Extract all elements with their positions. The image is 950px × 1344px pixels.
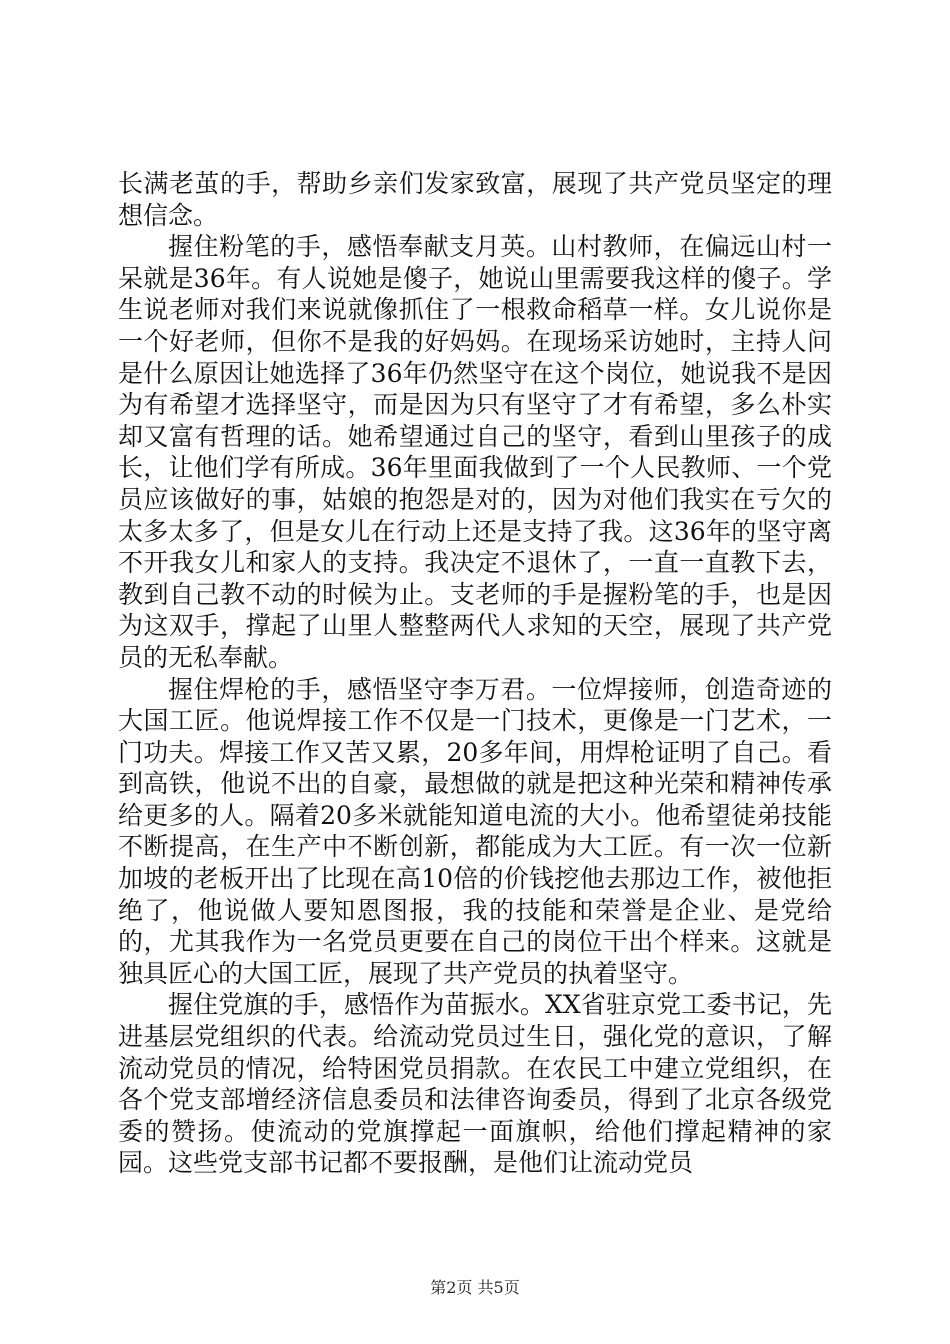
paragraph-zhi-yueying: 握住粉笔的手，感悟奉献支月英。山村教师，在偏远山村一呆就是36年。有人说她是傻子，她说山里需要我这样的傻子。学生说老师对我们来说就像抓住了一根救命稻草一样。女儿说你是一个好老师，但你不是我的好妈妈。在现场采访她时，主持人问是什么原因让她选择了36年仍然坚守在这个岗位，她说我不是因为有希望才选择坚守，而是因为只有坚守了才有希望，多么朴实却又富有哲理的话。她希望通过自己的坚守，看到山里孩子的成长，让他们学有所成。36年里面我做到了一个人民教师、一个党员应该做好的事，姑娘的抱怨是对的，因为对他们我实在亏欠的太多太多了，但是女儿在行动上还是支持了我。这36年的坚守离不开我女儿和家人的支持。我决定不退休了，一直一直教下去，教到自己教不动的时候为止。支老师的手是握粉笔的手，也是因为这双手，撑起了山里人整整两代人求知的天空，展现了共产党员的无私奉献。 (118, 232, 832, 672)
document-body (118, 168, 832, 1179)
paragraph-miao-zhenshui: 握住党旗的手，感悟作为苗振水。XX省驻京党工委书记，先进基层党组织的代表。给流动党员过生日，强化党的意识，了解流动党员的情况，给特困党员捐款。在农民工中建立党组织，在各个党支部增经济信息委员和法律咨询委员，得到了北京各级党委的赞扬。使流动的党旗撑起一面旗帜，给他们撑起精神的家园。这些党支部书记都不要报酬，是他们让流动党员 (118, 990, 832, 1178)
paragraph-continuation: 长满老茧的手，帮助乡亲们发家致富，展现了共产党员坚定的理想信念。 (118, 169, 832, 230)
paragraph-li-wanjun: 握住焊枪的手，感悟坚守李万君。一位焊接师，创造奇迹的大国工匠。他说焊接工作不仅是一门技术，更像是一门艺术，一门功夫。焊接工作又苦又累，20多年间，用焊枪证明了自己。看到高铁，他说不出的自豪，最想做的就是把这种光荣和精神传承给更多的人。隔着20多米就能知道电流的大小。他希望徒弟技能不断提高，在生产中不断创新，都能成为大工匠。有一次一位新加坡的老板开出了比现在高10倍的价钱挖他去那边工作，被他拒绝了，他说做人要知恩图报，我的技能和荣誉是企业、是党给的，尤其我作为一名党员更要在自己的岗位干出个样来。这就是独具匠心的大国工匠，展现了共产党员的执着坚守。 (118, 674, 832, 988)
page-number-footer: 第2页 共5页 (430, 1278, 520, 1297)
